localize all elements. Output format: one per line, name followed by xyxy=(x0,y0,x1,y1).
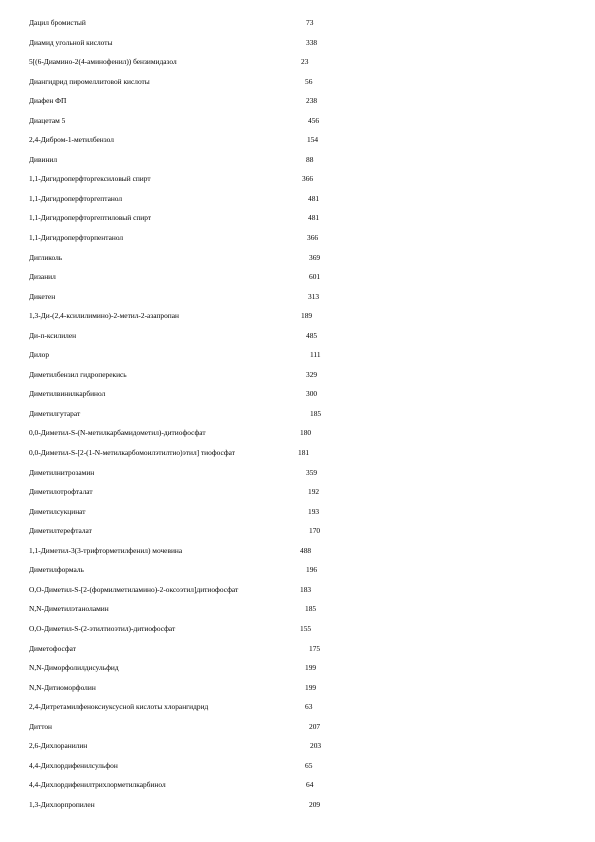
list-item xyxy=(29,309,569,329)
substance-name: 4,4-Дихлордифенилтрихлорметилкарбинол xyxy=(29,780,166,790)
list-item xyxy=(29,172,569,192)
substance-value: 209 xyxy=(309,799,321,809)
substance-value: 456 xyxy=(308,115,320,125)
substance-name: Диметилгутарат xyxy=(29,408,81,418)
list-item xyxy=(29,231,569,251)
substance-value: 601 xyxy=(309,272,321,282)
list-item xyxy=(29,407,569,427)
substance-value: 485 xyxy=(306,330,318,340)
substance-name: N,N-Дитиоморфолин xyxy=(29,682,96,692)
list-item xyxy=(29,290,569,310)
list-item xyxy=(29,329,569,349)
substance-name: Дилор xyxy=(29,350,50,360)
substance-value: 488 xyxy=(300,545,312,555)
list-item xyxy=(29,466,569,486)
substance-name: 0,0-Диметил-S-(N-метилкарбамидометил)-дитиофосфат xyxy=(29,428,206,438)
list-item xyxy=(29,192,569,212)
substance-value: 369 xyxy=(309,252,321,262)
list-item xyxy=(29,642,569,662)
substance-name: N,N-Диметилэтаноламин xyxy=(29,604,109,614)
substance-name: 5[(6-Диамино-2(4-аминофенил)) бензимидазол xyxy=(29,57,177,67)
list-item xyxy=(29,426,569,446)
list-item xyxy=(29,36,569,56)
substance-name: 1,1-Дигидроперфторпентанол xyxy=(29,233,124,243)
substance-name: 4,4-Дихлордифенилсульфон xyxy=(29,760,118,770)
substance-name: Дигликоль xyxy=(29,252,63,262)
substance-value: 300 xyxy=(306,389,318,399)
substance-name: Диттон xyxy=(29,721,53,731)
substance-value: 481 xyxy=(308,193,320,203)
substance-name: Диафен ФП xyxy=(29,96,67,106)
substance-value: 181 xyxy=(298,448,310,458)
substance-name: 1,3-Ди-(2,4-ксилилимино)-2-метил-2-азапропан xyxy=(29,311,179,321)
substance-name: 1,3-Дихлорпропилен xyxy=(29,799,95,809)
substance-name: Диметофосфат xyxy=(29,643,76,653)
substance-name: 2,4-Дитретамилфеноксиуксусной кислоты хлорангидрид xyxy=(29,702,209,712)
list-item xyxy=(29,251,569,271)
list-item xyxy=(29,94,569,114)
list-item xyxy=(29,368,569,388)
list-item xyxy=(29,348,569,368)
substance-name: Диметилсукцинат xyxy=(29,506,86,516)
list-item xyxy=(29,602,569,622)
list-item xyxy=(29,133,569,153)
substance-value: 359 xyxy=(306,467,318,477)
list-item xyxy=(29,778,569,798)
list-item xyxy=(29,153,569,173)
substance-value: 199 xyxy=(305,663,317,673)
substance-value: 192 xyxy=(308,487,320,497)
substance-name: 2,6-Дихлоранилин xyxy=(29,741,88,751)
list-item xyxy=(29,700,569,720)
substance-value: 338 xyxy=(306,37,318,47)
substance-value: 481 xyxy=(308,213,320,223)
list-item xyxy=(29,114,569,134)
substance-value: 155 xyxy=(300,623,312,633)
list-item xyxy=(29,798,569,818)
substance-name: 2,4-Дибром-1-метилбензол xyxy=(29,135,114,145)
substance-name: Диметилформаль xyxy=(29,565,84,575)
list-item xyxy=(29,387,569,407)
substance-name: Диметилбензил гидроперекись xyxy=(29,369,127,379)
list-item xyxy=(29,75,569,95)
substance-name: О,О-Диметил-S-(2-этилтиоэтил)-дитиофосфат xyxy=(29,623,176,633)
substance-value: 185 xyxy=(310,408,322,418)
substance-name: Дизанил xyxy=(29,272,56,282)
substance-value: 180 xyxy=(300,428,312,438)
substance-value: 111 xyxy=(310,350,321,360)
substance-value: 65 xyxy=(305,760,313,770)
substance-name: Диамид угольной кислоты xyxy=(29,37,113,47)
substance-value: 175 xyxy=(309,643,321,653)
list-item xyxy=(29,544,569,564)
substance-name: Диметилвинилкарбинол xyxy=(29,389,106,399)
list-item xyxy=(29,739,569,759)
substance-name: 1,1-Диметил-3(3-трифторметилфенил) мочевина xyxy=(29,545,183,555)
list-item xyxy=(29,524,569,544)
substance-value: 183 xyxy=(300,584,312,594)
list-item xyxy=(29,211,569,231)
substance-value: 313 xyxy=(308,291,320,301)
substance-value: 366 xyxy=(307,233,319,243)
substance-value: 207 xyxy=(309,721,321,731)
substance-value: 56 xyxy=(305,76,313,86)
substance-value: 23 xyxy=(301,57,309,67)
substance-value: 73 xyxy=(306,18,314,27)
list-item xyxy=(29,16,569,36)
list-item xyxy=(29,485,569,505)
substance-value: 199 xyxy=(305,682,317,692)
substance-value: 63 xyxy=(305,702,313,712)
list-item xyxy=(29,661,569,681)
substance-value: 203 xyxy=(310,741,322,751)
substance-name: Диметилотрофталат xyxy=(29,487,93,497)
substance-name: 0,0-Диметил-S-[2-(1-N-метилкарбомоилэтилтио)этил] тиофосфат xyxy=(29,448,235,458)
substance-name: Ди-п-ксилилен xyxy=(29,330,77,340)
substance-value: 193 xyxy=(308,506,320,516)
substance-value: 185 xyxy=(305,604,317,614)
substance-name: 1,1-Дигидроперфторгептиловый спирт xyxy=(29,213,152,223)
substance-name: Дивинил xyxy=(29,154,58,164)
list-item xyxy=(29,446,569,466)
substance-value: 366 xyxy=(302,174,314,184)
list-item xyxy=(29,583,569,603)
list-item xyxy=(29,681,569,701)
substance-value: 189 xyxy=(301,311,313,321)
list-item xyxy=(29,622,569,642)
list-item xyxy=(29,720,569,740)
substance-name: О,О-Диметил-S-[2-(формилметиламино)-2-оксоэтил]дитиофосфат xyxy=(29,584,239,594)
substance-value: 64 xyxy=(306,780,314,790)
substance-name: 1,1-Дигидроперфторгептанол xyxy=(29,193,123,203)
substance-value: 238 xyxy=(306,96,318,106)
list-item xyxy=(29,505,569,525)
substance-value: 154 xyxy=(307,135,319,145)
substance-value: 170 xyxy=(309,526,321,536)
list-item xyxy=(29,55,569,75)
substance-name: N,N-Диморфолилдисульфид xyxy=(29,663,119,673)
list-item xyxy=(29,563,569,583)
substance-value: 88 xyxy=(306,154,314,164)
substance-name: Диметилтерефталат xyxy=(29,526,92,536)
substance-name: Диметилнитрозамин xyxy=(29,467,95,477)
substance-name: Дацил бромистый xyxy=(29,18,86,27)
substance-name: Дикетен xyxy=(29,291,56,301)
substance-value: 329 xyxy=(306,369,318,379)
substance-value: 196 xyxy=(306,565,318,575)
list-item xyxy=(29,759,569,779)
substance-name: Диацетам 5 xyxy=(29,115,66,125)
substance-name: Диангидрид пиромеллитовой кислоты xyxy=(29,76,150,86)
document-list xyxy=(29,16,569,817)
substance-name: 1,1-Дигидроперфторгексиловый спирт xyxy=(29,174,151,184)
list-item xyxy=(29,270,569,290)
